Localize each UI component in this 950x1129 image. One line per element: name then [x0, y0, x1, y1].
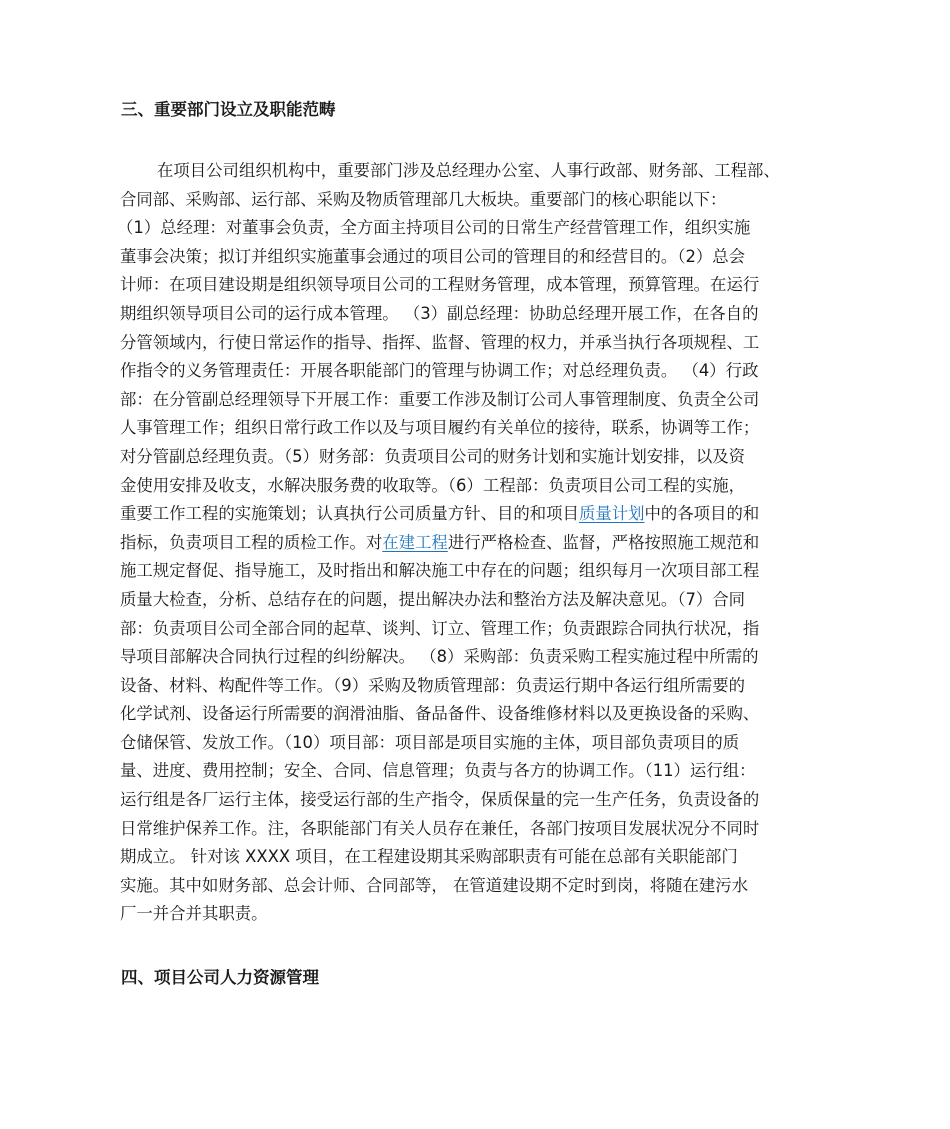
- body-line: [120, 529, 832, 558]
- quality-plan-link[interactable]: 质量计划: [578, 504, 645, 524]
- body-line: 质量大检查，分析、总结存在的问题，提出解决办法和整治方法及解决意见。（7）合同: [120, 589, 746, 609]
- body-line: 化学试剂、设备运行所需要的润滑油脂、备品备件、设备维修材料以及更换设备的采购、: [120, 704, 760, 724]
- body-line: 实施。其中如财务部、总会计师、合同部等， 在管道建设期不定时到岗，将随在建污水: [120, 875, 749, 895]
- body-line: 对分管副总经理负责。（5）财务部：负责项目公司的财务计划和实施计划安排，以及资: [120, 446, 746, 466]
- construction-in-progress-link[interactable]: 在建工程: [382, 532, 448, 552]
- body-line: 导项目部解决合同执行过程的纠纷解决。 （8）采购部：负责采购工程实施过程中所需的: [120, 647, 759, 667]
- body-line: 人事管理工作；组织日常行政工作以及与项目履约有关单位的接待，联系，协调等工作；: [120, 418, 760, 438]
- body-line: 期组织领导项目公司的运行成本管理。 （3）副总经理：协助总经理开展工作，在各自的: [120, 303, 759, 323]
- body-line: 期成立。 针对该 XXXX 项目，在工程建设期其采购部职责有可能在总部有关职能部门: [120, 847, 738, 867]
- body-line: 部：负责项目公司全部合同的起草、谈判、订立、管理工作；负责跟踪合同执行状况，指: [120, 618, 760, 638]
- body-line: 日常维护保养工作。注，各职能部门有关人员存在兼任，各部门按项目发展状况分不同时: [120, 818, 760, 838]
- body-line: 施工规定督促、指导施工，及时指出和解决施工中存在的问题；组织每月一次项目部工程: [120, 561, 760, 581]
- body-text: 进行严格检查、监督，严格按照施工规范和: [447, 532, 760, 552]
- section-3-heading: 三、重要部门设立及职能范畴: [121, 100, 336, 119]
- body-line: 董事会决策；拟订并组织实施董事会通过的项目公司的管理目的和经营目的。（2）总会: [120, 246, 746, 266]
- body-line: 仓储保管、发放工作。（10）项目部：项目部是项目实施的主体，项目部负责项目的质: [120, 732, 740, 752]
- body-line: 计师：在项目建设期是组织领导项目公司的工程财务管理，成本管理，预算管理。在运行: [120, 275, 760, 295]
- body-line: [120, 500, 832, 529]
- section-3-body: [117, 157, 832, 929]
- body-line: 作指令的义务管理责任：开展各职能部门的管理与协调工作；对总经理负责。 （4）行政: [120, 361, 759, 381]
- body-line: 厂一并合并其职责。: [120, 904, 268, 924]
- body-line: 分管领域内，行使日常运作的指导、指挥、监督、管理的权力，并承当执行各项规程、工: [120, 332, 760, 352]
- body-text: 重要工作工程的实施策划；认真执行公司质量方针、目的和项目: [120, 504, 579, 524]
- body-line: 在项目公司组织机构中，重要部门涉及总经理办公室、人事行政部、财务部、工程部、: [157, 161, 780, 180]
- body-line: 部：在分管副总经理领导下开展工作：重要工作涉及制订公司人事管理制度、负责全公司: [120, 389, 760, 409]
- body-line: （1）总经理：对董事会负责，全方面主持项目公司的日常生产经营管理工作，组织实施: [117, 218, 751, 238]
- body-text: 中的各项目的和: [644, 504, 760, 524]
- body-line: 设备、材料、构配件等工作。（9）采购及物质管理部：负责运行期中各运行组所需要的: [120, 675, 746, 695]
- body-text: 指标，负责项目工程的质检工作。对: [120, 532, 383, 552]
- body-line: 合同部、采购部、运行部、采购及物质管理部几大板块。重要部门的核心职能以下：: [120, 189, 727, 209]
- body-line: 量、进度、费用控制；安全、合同、信息管理；负责与各方的协调工作。（11）运行组：: [120, 761, 756, 781]
- body-line: 金使用安排及收支，水解决服务费的收取等。（6）工程部：负责项目公司工程的实施，: [120, 475, 746, 495]
- section-4-heading: 四、项目公司人力资源管理: [121, 968, 319, 987]
- body-line: 运行组是各厂运行主体，接受运行部的生产指令，保质保量的完一生产任务，负责设备的: [120, 790, 760, 810]
